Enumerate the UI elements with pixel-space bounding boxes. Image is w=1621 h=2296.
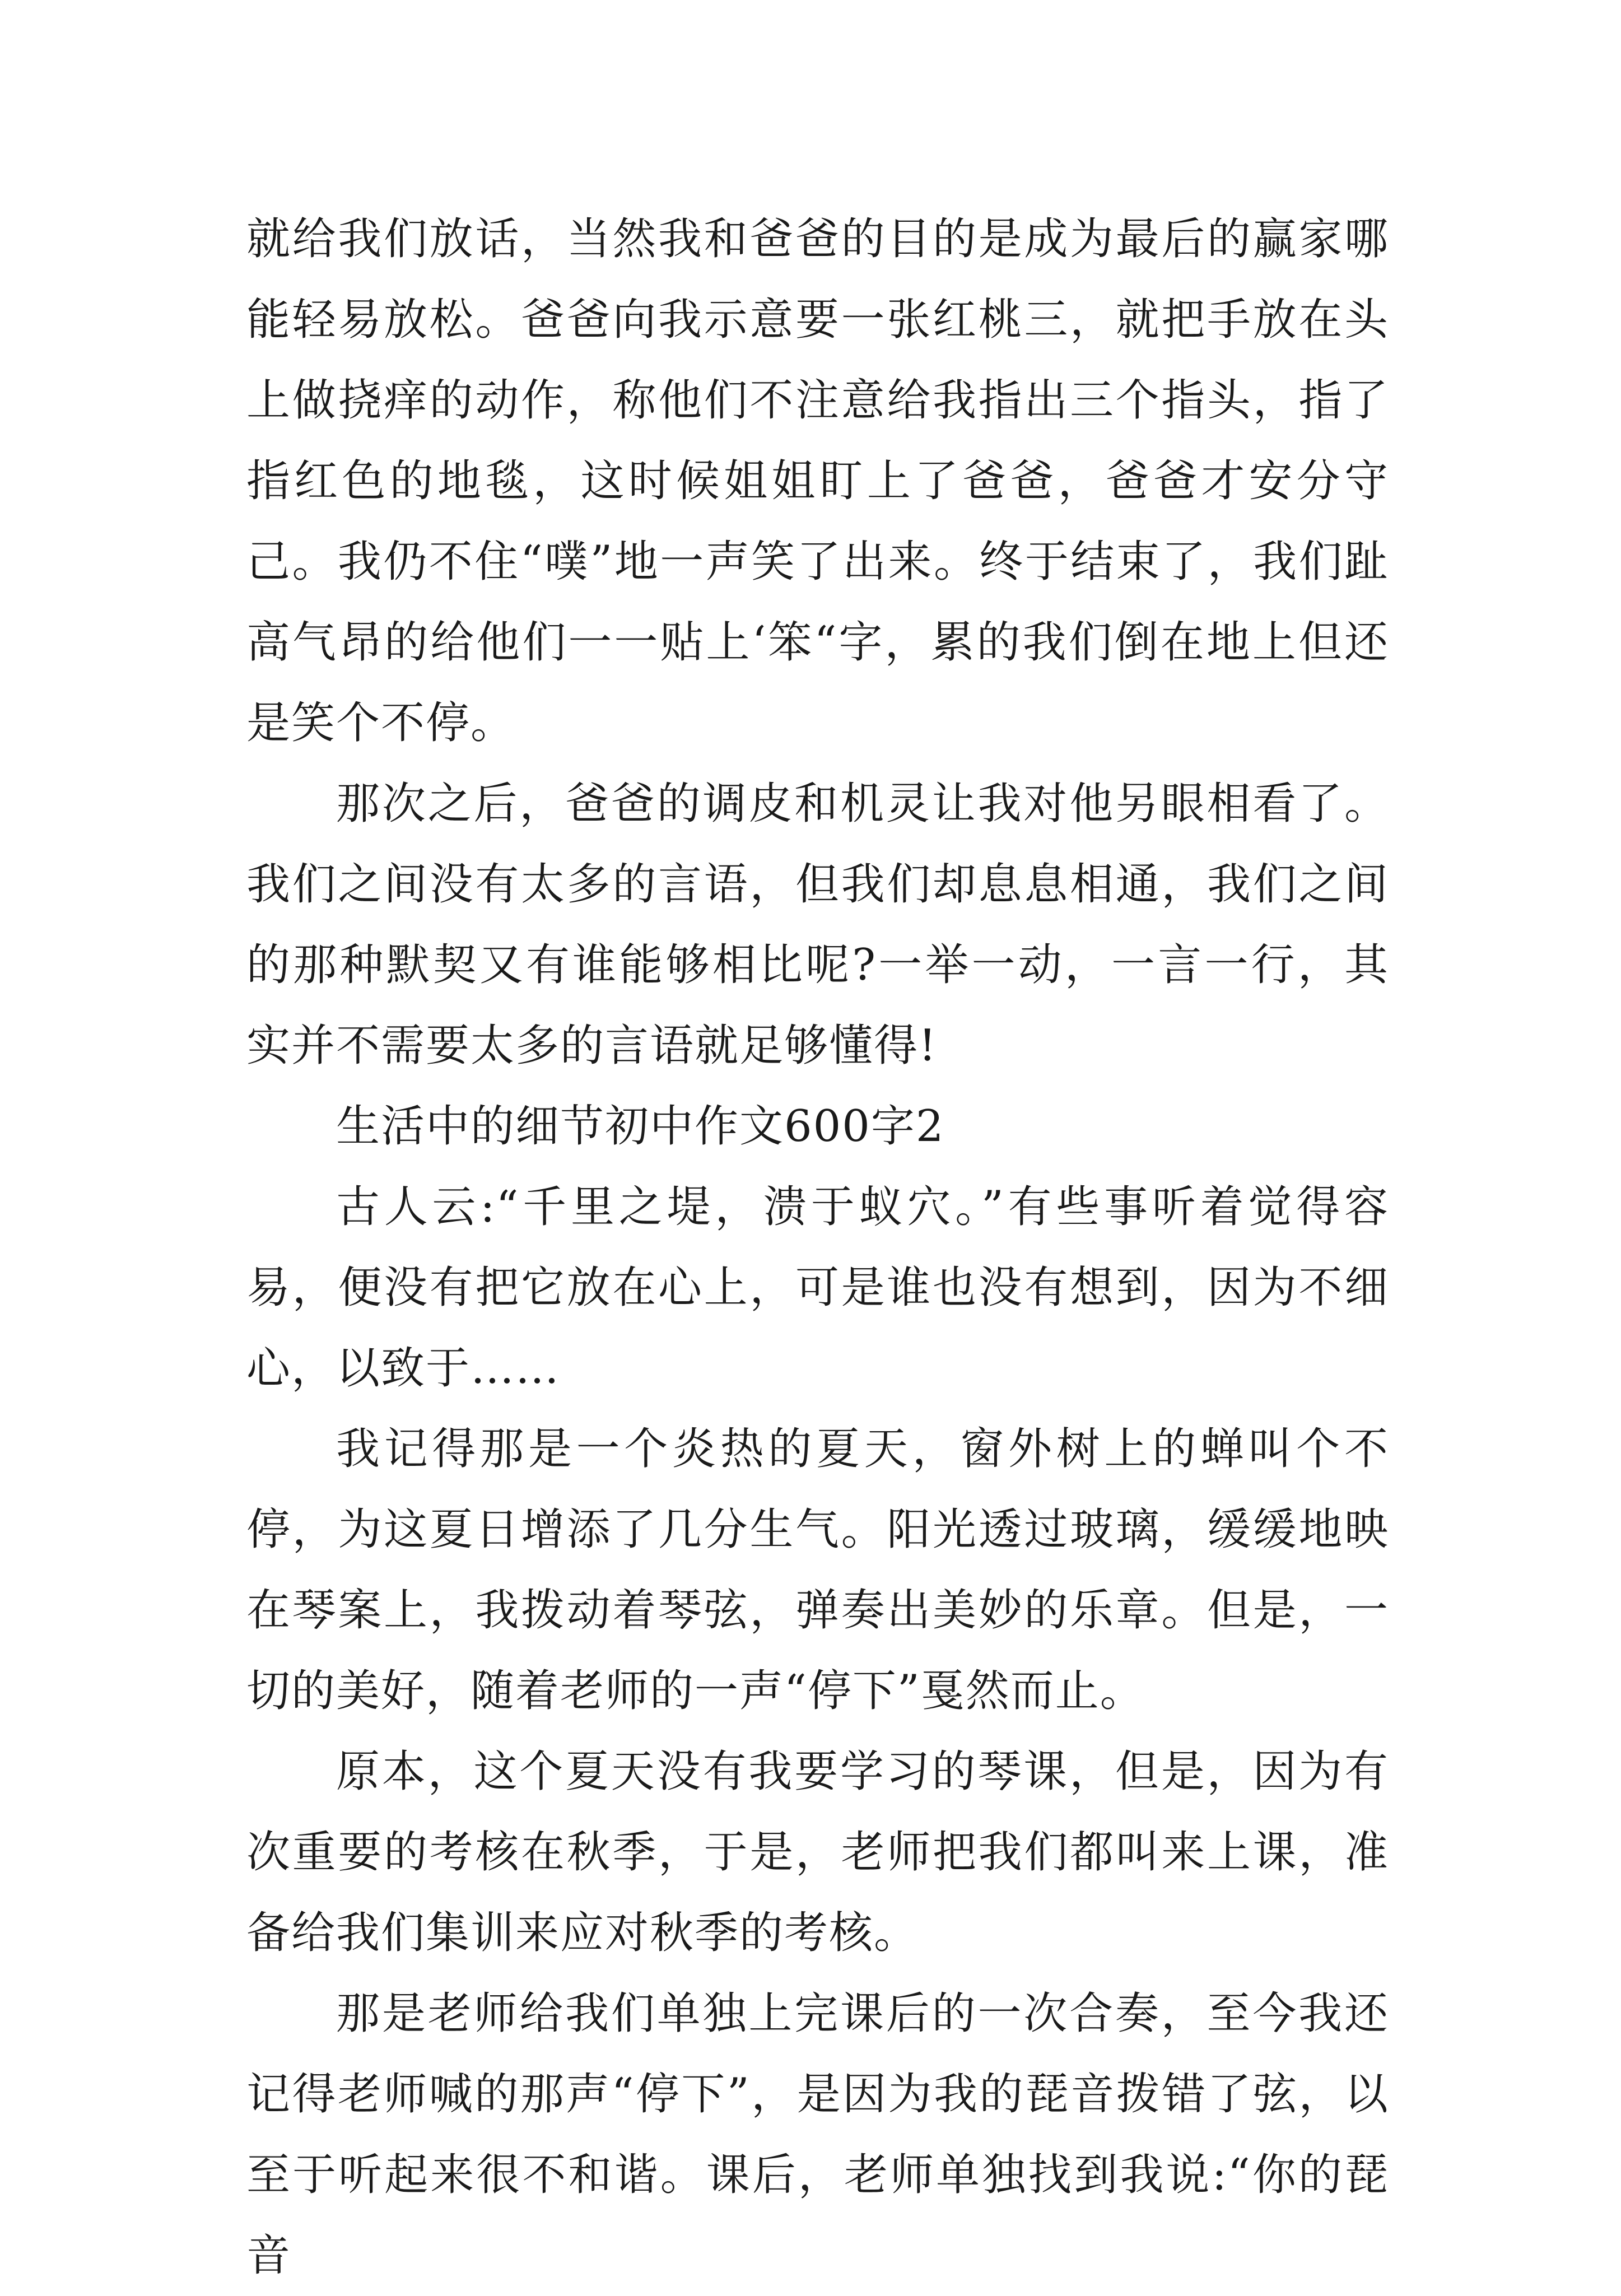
document-body	[246, 199, 1389, 2296]
paragraph-5: 原本，这个夏天没有我要学习的琴课，但是，因为有次重要的考核在秋季，于是，老师把我们都叫来上课，准备给我们集训来应对秋季的考核。	[246, 1747, 1389, 1958]
paragraph-4: 我记得那是一个炎热的夏天，窗外树上的蝉叫个不停，为这夏日增添了几分生气。阳光透过玻璃，缓缓地映在琴案上，我拨动着琴弦，弹奏出美妙的乐章。但是，一切的美好，随着老师的一声“停下”戛然而止。	[246, 1424, 1389, 1716]
paragraph-1: 就给我们放话，当然我和爸爸的目的是成为最后的赢家哪能轻易放松。爸爸向我示意要一张红桃三，就把手放在头上做挠痒的动作，称他们不注意给我指出三个指头，指了指红色的地毯，这时候姐姐盯上了爸爸，爸爸才安分守己。我仍不住“噗”地一声笑了出来。终于结束了，我们趾高气昂的给他们一一贴上‘笨“字，累的我们倒在地上但还是笑个不停。	[246, 214, 1389, 748]
paragraph-3: 古人云:“千里之堤，溃于蚁穴。”有些事听着觉得容易，便没有把它放在心上，可是谁也没有想到，因为不细心，以致于……	[246, 1182, 1389, 1394]
paragraph-6: 那是老师给我们单独上完课后的一次合奏，至今我还记得老师喊的那声“停下”，是因为我的琵音拨错了弦，以至于听起来很不和谐。课后，老师单独找到我说:“你的琵音	[246, 1988, 1389, 2281]
paragraph-2: 那次之后，爸爸的调皮和机灵让我对他另眼相看了。我们之间没有太多的言语，但我们却息息相通，我们之间的那种默契又有谁能够相比呢?一举一动，一言一行，其实并不需要太多的言语就足够懂得!	[246, 779, 1389, 1071]
section-heading: 生活中的细节初中作文600字2	[336, 1101, 945, 1152]
